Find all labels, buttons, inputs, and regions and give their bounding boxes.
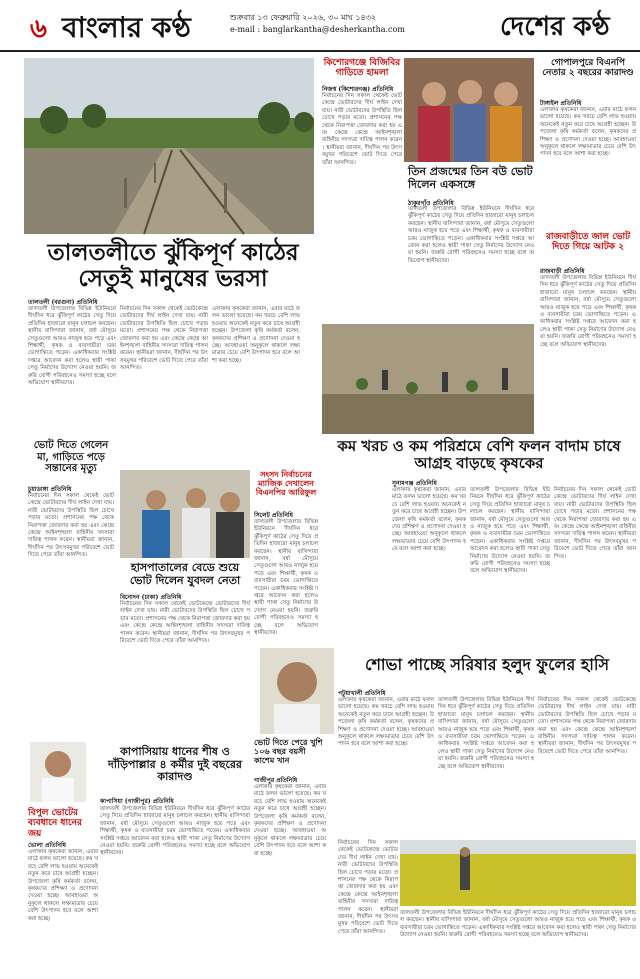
vote-mother-byline: চুয়াডাঙ্গা প্রতিনিধি [28,486,72,493]
mustard-body-col3: নির্বাচনের দিন সকাল থেকেই ভোটকেন্দ্রে ভোটারদের দীর্ঘ লাইন দেখা যায়। নারী ভোটারদের উপস্থিতি ছিল চোখে পড়ার মতো। প্রশাসনের পক্ষ থেকে নিরাপত্তা জোরদার করা হয় এবং কেন্দ্রে কেন্দ্রে আইনশৃঙ্খলা বাহিনীর সদস্যরা দায়িত্ব পালন করেন। স্থানীয়রা জানান, দীর্ঘদিন পর উৎসবমুখর পরিবেশে ভোট দিতে পেরে তাঁরা আনন্দিত। [538,697,636,755]
hospital-vote-photo [120,470,250,558]
lead-photo [24,58,314,234]
rajbari-headline: রাজবাড়ীতে জাল ভোট দিতে গিয়ে আটক ২ [545,232,631,253]
kishoreganj-body: নির্বাচনের দিন সকাল থেকেই ভোটকেন্দ্রে ভোটারদের দীর্ঘ লাইন দেখা যায়। নারী ভোটারদের উপস্থিতি ছিল চোখে পড়ার মতো। প্রশাসনের পক্ষ থেকে নিরাপত্তা জোরদার করা হয় এবং কেন্দ্রে কেন্দ্রে আইনশৃঙ্খলা বাহিনীর সদস্যরা দায়িত্ব পালন করেন। স্থানীয়রা জানান, দীর্ঘদিন পর উৎসবমুখর পরিবেশে ভোট দিতে পেরে তাঁরা আনন্দিত। [322,93,402,166]
biplob-byline: ভোলা প্রতিনিধি [28,842,67,849]
ariful-byline: সিলেট প্রতিনিধি [254,512,293,519]
gopalpur-byline: টাঙ্গাইল প্রতিনিধি [540,100,582,107]
ariful-body: তালতলী উপজেলার বিভিন্ন ইউনিয়নে দীর্ঘদিন ধরে ঝুঁকিপূর্ণ কাঠের সেতু দিয়ে প্রতিদিন হাজারো মানুষ চলাচল করছেন। স্থানীয় বাসিন্দারা জানান, বর্ষা মৌসুমে সেতুগুলো আরও নাজুক হয়ে পড়ে এবং শিক্ষার্থী, কৃষক ও ব্যবসায়ীরা চরম ভোগান্তিতে পড়েন। একাধিকবার সংশ্লিষ্ট দপ্তরে আবেদন করা হলেও স্থায়ী পাকা সেতু নির্মাণের উদ্যোগ নেওয়া হয়নি। জরুরি রোগী পরিবহনেও সমস্যা হচ্ছে বলে অভিযোগ স্থানীয়দের। [254,519,318,637]
lead-headline: তালতলীতে ঝুঁকিপূর্ণ কাঠের সেতুই মানুষের ভরসা [47,239,299,293]
date-line [230,12,490,36]
gopalpur-body: এলাকার কৃষকেরা জানান, এবার মাঠে ফলন ভালো হয়েছে। কম খরচে বেশি লাভ হওয়ায় অনেকেই নতুন করে চাষে আগ্রহী হচ্ছেন। উপজেলা কৃষি কর্মকর্তা বলেন, কৃষকদের প্রশিক্ষণ ও প্রণোদনা দেওয়া হচ্ছে। আবহাওয়া অনুকূলে থাকলে লক্ষ্যমাত্রার চেয়ে বেশি উৎপাদন হবে বলে আশা করা হচ্ছে। [540,107,636,158]
peanut-body-col1: এলাকার কৃষকেরা জানান, এবার মাঠে ফলন ভালো হয়েছে। কম খরচে বেশি লাভ হওয়ায় অনেকেই নতুন করে চাষে আগ্রহী হচ্ছেন। উপজেলা কৃষি কর্মকর্তা বলেন, কৃষকদের প্রশিক্ষণ ও প্রণোদনা দেওয়া হচ্ছে। আবহাওয়া অনুকূলে থাকলে লক্ষ্যমাত্রার চেয়ে বেশি উৎপাদন হবে বলে আশা করা হচ্ছে। [392,487,466,553]
mustard-body-col4: নির্বাচনের দিন সকাল থেকেই ভোটকেন্দ্রে ভোটারদের দীর্ঘ লাইন দেখা যায়। নারী ভোটারদের উপস্থিতি ছিল চোখে পড়ার মতো। প্রশাসনের পক্ষ থেকে নিরাপত্তা জোরদার করা হয় এবং কেন্দ্রে কেন্দ্রে আইনশৃঙ্খলা বাহিনীর সদস্যরা দায়িত্ব পালন করেন। স্থানীয়রা জানান, দীর্ঘদিন পর উৎসবমুখর পরিবেশে ভোট দিতে পেরে তাঁরা আনন্দিত। [338,840,398,935]
mustard-photo [400,840,636,906]
mustard-headline: শোভা পাচ্ছে সরিষার হলুদ ফুলের হাসি [364,655,610,674]
contact-text: e-mail : banglarkantha@desherkantha.com [230,25,405,34]
lead-byline: তালতলী (বরগুনা) প্রতিনিধি [28,299,98,306]
three-generations-byline: ঠাকুরগাঁও প্রতিনিধি [408,200,454,207]
lead-body-col2: নির্বাচনের দিন সকাল থেকেই ভোটকেন্দ্রে ভোটারদের দীর্ঘ লাইন দেখা যায়। নারী ভোটারদের উপস্থিতি ছিল চোখে পড়ার মতো। প্রশাসনের পক্ষ থেকে নিরাপত্তা জোরদার করা হয় এবং কেন্দ্রে কেন্দ্রে আইনশৃঙ্খলা বাহিনীর সদস্যরা দায়িত্ব পালন করেন। স্থানীয়রা জানান, দীর্ঘদিন পর উৎসবমুখর পরিবেশে ভোট দিতে পেরে তাঁরা আনন্দিত। [120,306,208,372]
hospital-vote-byline: বিনোদন (ঢাকা) প্রতিনিধি [120,594,182,601]
kishoreganj-byline: নিজস্ব (কিশোরগঞ্জ) প্রতিনিধি [322,86,394,93]
peanut-byline: সুনামগঞ্জ প্রতিনিধি [392,480,437,487]
elder-vote-byline: গাজীপুর প্রতিনিধি [254,777,298,784]
vote-mother-headline: ভোট দিতে গেলেন মা, গাড়িতে পড়ে সন্তানের মৃত্যু [33,440,109,474]
elder-vote-body: এলাকার কৃষকেরা জানান, এবার মাঠে ফলন ভালো হয়েছে। কম খরচে বেশি লাভ হওয়ায় অনেকেই নতুন করে চাষে আগ্রহী হচ্ছেন। উপজেলা কৃষি কর্মকর্তা বলেন, কৃষকদের প্রশিক্ষণ ও প্রণোদনা দেওয়া হচ্ছে। আবহাওয়া অনুকূলে থাকলে লক্ষ্যমাত্রার চেয়ে বেশি উৎপাদন হবে বলে আশা করা হচ্ছে। [254,784,326,857]
biplob-body: এলাকার কৃষকেরা জানান, এবার মাঠে ফলন ভালো হয়েছে। কম খরচে বেশি লাভ হওয়ায় অনেকেই নতুন করে চাষে আগ্রহী হচ্ছেন। উপজেলা কৃষি কর্মকর্তা বলেন, কৃষকদের প্রশিক্ষণ ও প্রণোদনা দেওয়া হচ্ছে। আবহাওয়া অনুকূলে থাকলে লক্ষ্যমাত্রার চেয়ে বেশি উৎপাদন হবে বলে আশা করা হচ্ছে। [28,849,98,922]
peanut-body-col2: তালতলী উপজেলার বিভিন্ন ইউনিয়নে দীর্ঘদিন ধরে ঝুঁকিপূর্ণ কাঠের সেতু দিয়ে প্রতিদিন হাজারো মানুষ চলাচল করছেন। স্থানীয় বাসিন্দারা জানান, বর্ষা মৌসুমে সেতুগুলো আরও নাজুক হয়ে পড়ে এবং শিক্ষার্থী, কৃষক ও ব্যবসায়ীরা চরম ভোগান্তিতে পড়েন। একাধিকবার সংশ্লিষ্ট দপ্তরে আবেদন করা হলেও স্থায়ী পাকা সেতু নির্মাণের উদ্যোগ নেওয়া হয়নি। জরুরি রোগী পরিবহনেও সমস্যা হচ্ছে বলে অভিযোগ স্থানীয়দের। [470,487,550,575]
section-title: দেশের কণ্ঠ [500,12,610,42]
elder-photo [260,648,334,734]
kapasia-headline: কাপাসিয়ায় ধানের শীষ ও দাঁড়িপাল্লার ৪ কর্মীর দুই বছরের কারাদণ্ড [108,745,242,784]
gopalpur-headline: গোপালপুরে বিএনপি নেতার ২ বছরের কারাদণ্ড [542,58,634,79]
page-number: ৬ [30,14,47,44]
biplob-headline: বিপুল ভোটের ব্যবধানে ধানের জয় [28,808,82,839]
ariful-headline: সংসদ নির্বাচনের ম্যাজিক দেখালেন বিএনপির আরিফুল [255,469,317,498]
mustard-body-col1: এলাকার কৃষকেরা জানান, এবার মাঠে ফলন ভালো হয়েছে। কম খরচে বেশি লাভ হওয়ায় অনেকেই নতুন করে চাষে আগ্রহী হচ্ছেন। উপজেলা কৃষি কর্মকর্তা বলেন, কৃষকদের প্রশিক্ষণ ও প্রণোদনা দেওয়া হচ্ছে। আবহাওয়া অনুকূলে থাকলে লক্ষ্যমাত্রার চেয়ে বেশি উৎপাদন হবে বলে আশা করা হচ্ছে। [338,697,434,748]
rajbari-byline: রাজবাড়ী প্রতিনিধি [540,268,585,275]
peanut-headline: কম খরচ ও কম পরিশ্রমে বেশি ফলন বাদাম চাষে আগ্রহ বাড়ছে কৃষকের [337,437,621,473]
elder-vote-headline: ভোট দিতে পেরে খুশি ১০৬ বছর বয়সী কাশেম খান [254,737,323,766]
mustard-byline: পটুয়াখালী প্রতিনিধি [338,690,386,697]
kapasia-body: তালতলী উপজেলার বিভিন্ন ইউনিয়নে দীর্ঘদিন ধরে ঝুঁকিপূর্ণ কাঠের সেতু দিয়ে প্রতিদিন হাজারো মানুষ চলাচল করছেন। স্থানীয় বাসিন্দারা জানান, বর্ষা মৌসুমে সেতুগুলো আরও নাজুক হয়ে পড়ে এবং শিক্ষার্থী, কৃষক ও ব্যবসায়ীরা চরম ভোগান্তিতে পড়েন। একাধিকবার সংশ্লিষ্ট দপ্তরে আবেদন করা হলেও স্থায়ী পাকা সেতু নির্মাণের উদ্যোগ নেওয়া হয়নি। জরুরি রোগী পরিবহনেও সমস্যা হচ্ছে বলে অভিযোগ স্থানীয়দের। [100,806,250,857]
lead-body-col3: এলাকার কৃষকেরা জানান, এবার মাঠে ফলন ভালো হয়েছে। কম খরচে বেশি লাভ হওয়ায় অনেকেই নতুন করে চাষে আগ্রহী হচ্ছেন। উপজেলা কৃষি কর্মকর্তা বলেন, কৃষকদের প্রশিক্ষণ ও প্রণোদনা দেওয়া হচ্ছে। আবহাওয়া অনুকূলে থাকলে লক্ষ্যমাত্রার চেয়ে বেশি উৎপাদন হবে বলে আশা করা হচ্ছে। [212,306,300,364]
peanut-photo [322,324,534,434]
kishoreganj-headline: কিশোরগঞ্জে বিজিবির গাড়িতে হামলা [323,58,401,79]
vote-mother-body: নির্বাচনের দিন সকাল থেকেই ভোটকেন্দ্রে ভোটারদের দীর্ঘ লাইন দেখা যায়। নারী ভোটারদের উপস্থিতি ছিল চোখে পড়ার মতো। প্রশাসনের পক্ষ থেকে নিরাপত্তা জোরদার করা হয় এবং কেন্দ্রে কেন্দ্রে আইনশৃঙ্খলা বাহিনীর সদস্যরা দায়িত্ব পালন করেন। স্থানীয়রা জানান, দীর্ঘদিন পর উৎসবমুখর পরিবেশে ভোট দিতে পেরে তাঁরা আনন্দিত। [28,493,114,559]
lead-body-col1: তালতলী উপজেলার বিভিন্ন ইউনিয়নে দীর্ঘদিন ধরে ঝুঁকিপূর্ণ কাঠের সেতু দিয়ে প্রতিদিন হাজারো মানুষ চলাচল করছেন। স্থানীয় বাসিন্দারা জানান, বর্ষা মৌসুমে সেতুগুলো আরও নাজুক হয়ে পড়ে এবং শিক্ষার্থী, কৃষক ও ব্যবসায়ীরা চরম ভোগান্তিতে পড়েন। একাধিকবার সংশ্লিষ্ট দপ্তরে আবেদন করা হলেও স্থায়ী পাকা সেতু নির্মাণের উদ্যোগ নেওয়া হয়নি। জরুরি রোগী পরিবহনেও সমস্যা হচ্ছে বলে অভিযোগ স্থানীয়দের। [28,306,116,387]
mustard-body-col2: তালতলী উপজেলার বিভিন্ন ইউনিয়নে দীর্ঘদিন ধরে ঝুঁকিপূর্ণ কাঠের সেতু দিয়ে প্রতিদিন হাজারো মানুষ চলাচল করছেন। স্থানীয় বাসিন্দারা জানান, বর্ষা মৌসুমে সেতুগুলো আরও নাজুক হয়ে পড়ে এবং শিক্ষার্থী, কৃষক ও ব্যবসায়ীরা চরম ভোগান্তিতে পড়েন। একাধিকবার সংশ্লিষ্ট দপ্তরে আবেদন করা হলেও স্থায়ী পাকা সেতু নির্মাণের উদ্যোগ নেওয়া হয়নি। জরুরি রোগী পরিবহনেও সমস্যা হচ্ছে বলে অভিযোগ স্থানীয়দের। [438,697,534,770]
three-generations-headline: তিন প্রজন্মের তিন বউ ভোট দিলেন একসঙ্গে [408,165,533,191]
paper-name: বাংলার কণ্ঠ [62,11,191,44]
date-text: শুক্রবার ১৩ ফেব্রুয়ারি ২০২৬, ৩০ মাঘ ১৪৩২ [230,13,377,22]
three-generations-photo [404,58,534,162]
hospital-vote-headline: হাসপাতালের বেডে শুয়ে ভোট দিলেন যুবদল নেতা [129,561,241,587]
biplob-photo [30,742,86,802]
masthead [0,0,640,52]
kapasia-byline: কাপাসিয়া (গাজীপুর) প্রতিনিধি [100,798,174,805]
three-generations-body: তালতলী উপজেলার বিভিন্ন ইউনিয়নে দীর্ঘদিন ধরে ঝুঁকিপূর্ণ কাঠের সেতু দিয়ে প্রতিদিন হাজারো মানুষ চলাচল করছেন। স্থানীয় বাসিন্দারা জানান, বর্ষা মৌসুমে সেতুগুলো আরও নাজুক হয়ে পড়ে এবং শিক্ষার্থী, কৃষক ও ব্যবসায়ীরা চরম ভোগান্তিতে পড়েন। একাধিকবার সংশ্লিষ্ট দপ্তরে আবেদন করা হলেও স্থায়ী পাকা সেতু নির্মাণের উদ্যোগ নেওয়া হয়নি। জরুরি রোগী পরিবহনেও সমস্যা হচ্ছে বলে অভিযোগ স্থানীয়দের। [408,206,534,264]
rajbari-body: তালতলী উপজেলার বিভিন্ন ইউনিয়নে দীর্ঘদিন ধরে ঝুঁকিপূর্ণ কাঠের সেতু দিয়ে প্রতিদিন হাজারো মানুষ চলাচল করছেন। স্থানীয় বাসিন্দারা জানান, বর্ষা মৌসুমে সেতুগুলো আরও নাজুক হয়ে পড়ে এবং শিক্ষার্থী, কৃষক ও ব্যবসায়ীরা চরম ভোগান্তিতে পড়েন। একাধিকবার সংশ্লিষ্ট দপ্তরে আবেদন করা হলেও স্থায়ী পাকা সেতু নির্মাণের উদ্যোগ নেওয়া হয়নি। জরুরি রোগী পরিবহনেও সমস্যা হচ্ছে বলে অভিযোগ স্থানীয়দের। [540,275,636,348]
peanut-body-col3: নির্বাচনের দিন সকাল থেকেই ভোটকেন্দ্রে ভোটারদের দীর্ঘ লাইন দেখা যায়। নারী ভোটারদের উপস্থিতি ছিল চোখে পড়ার মতো। প্রশাসনের পক্ষ থেকে নিরাপত্তা জোরদার করা হয় এবং কেন্দ্রে কেন্দ্রে আইনশৃঙ্খলা বাহিনীর সদস্যরা দায়িত্ব পালন করেন। স্থানীয়রা জানান, দীর্ঘদিন পর উৎসবমুখর পরিবেশে ভোট দিতে পেরে তাঁরা আনন্দিত। [554,487,636,560]
lead-body-col4-spacer [304,306,316,436]
mustard-body-col5: তালতলী উপজেলার বিভিন্ন ইউনিয়নে দীর্ঘদিন ধরে ঝুঁকিপূর্ণ কাঠের সেতু দিয়ে প্রতিদিন হাজারো মানুষ চলাচল করছেন। স্থানীয় বাসিন্দারা জানান, বর্ষা মৌসুমে সেতুগুলো আরও নাজুক হয়ে পড়ে এবং শিক্ষার্থী, কৃষক ও ব্যবসায়ীরা চরম ভোগান্তিতে পড়েন। একাধিকবার সংশ্লিষ্ট দপ্তরে আবেদন করা হলেও স্থায়ী পাকা সেতু নির্মাণের উদ্যোগ নেওয়া হয়নি। জরুরি রোগী পরিবহনেও সমস্যা হচ্ছে বলে অভিযোগ স্থানীয়দের। [400,910,636,939]
hospital-vote-body: নির্বাচনের দিন সকাল থেকেই ভোটকেন্দ্রে ভোটারদের দীর্ঘ লাইন দেখা যায়। নারী ভোটারদের উপস্থিতি ছিল চোখে পড়ার মতো। প্রশাসনের পক্ষ থেকে নিরাপত্তা জোরদার করা হয় এবং কেন্দ্রে কেন্দ্রে আইনশৃঙ্খলা বাহিনীর সদস্যরা দায়িত্ব পালন করেন। স্থানীয়রা জানান, দীর্ঘদিন পর উৎসবমুখর পরিবেশে ভোট দিতে পেরে তাঁরা আনন্দিত। [120,601,250,645]
